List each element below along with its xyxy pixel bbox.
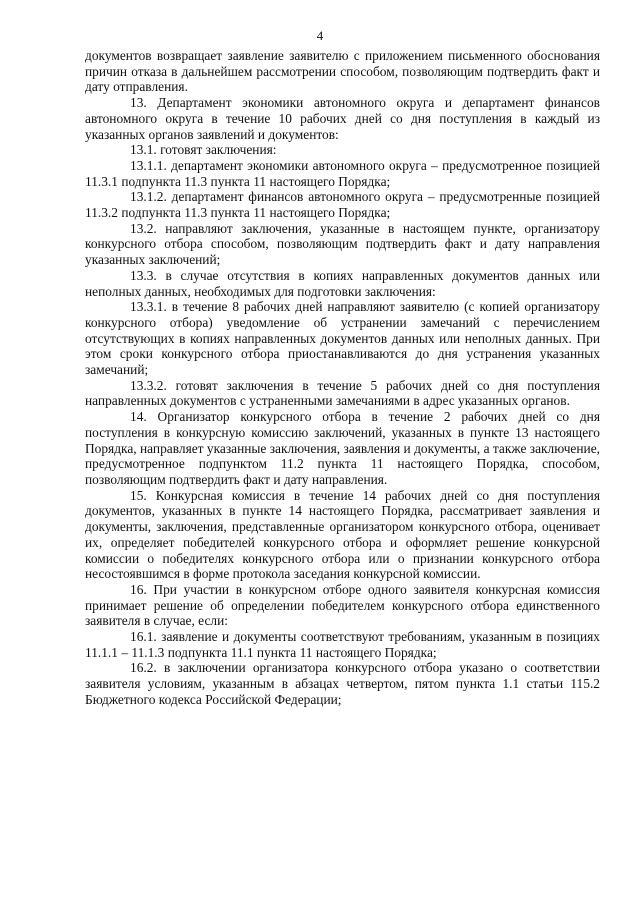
paragraph-13-3: 13.3. в случае отсутствия в копиях направленных документов данных или неполных данных, необходимых для подготовки заключения: [85, 267, 600, 299]
paragraph-16-1: 16.1. заявление и документы соответствуют требованиям, указанным в позициях 11.1.1 – 11.1.3 подпункта 11.1 пункта 11 настоящего Порядка; [85, 629, 600, 660]
page-number: 4 [316, 28, 324, 43]
paragraph-13-1-2: 13.1.2. департамент финансов автономного округа – предусмотренные позицией 11.3.2 подпункта 11.3 пункта 11 настоящего Порядка; [85, 189, 600, 221]
paragraph-continuation: документов возвращает заявление заявителю с приложением письменного обоснования причин отказа в дальнейшем рассмотрении способом, позволяющим подтвердить факт и дату отправления. [85, 48, 600, 95]
paragraph-16: 16. При участии в конкурсном отборе одного заявителя конкурсная комиссия принимает решение об определении победителем конкурсного отбора единственного заявителя в случае, если: [85, 581, 600, 629]
paragraph-13-3-1: 13.3.1. в течение 8 рабочих дней направляют заявителю (с копией организатору конкурсного отбора) уведомление об устранении замечаний с перечислением отсутствующих в копиях направленных документов данных или неполных данных. При этом сроки конкурсного отбора приостанавливаются до дня устранения указанных замечаний; [85, 299, 600, 378]
paragraph-13-3-2: 13.3.2. готовят заключения в течение 5 рабочих дней со дня поступления направленных документов с устраненными замечаниями в адрес указанных органов. [85, 377, 600, 409]
paragraph-14: 14. Организатор конкурсного отбора в течение 2 рабочих дней со дня поступления в конкурсную комиссию заключений, указанных в пункте 13 настоящего Порядка, направляет указанные заключения, заявления и документы, а также заключение, предусмотренное подпунктом 11.2 пункта 11 настоящего Порядка, способом, позволяющим подтвердить факт и дату направления. [85, 409, 600, 487]
paragraph-13-1-1: 13.1.1. департамент экономики автономного округа – предусмотренное позицией 11.3.1 подпункта 11.3 пункта 11 настоящего Порядка; [85, 157, 600, 189]
paragraph-16-2: 16.2. в заключении организатора конкурсного отбора указано о соответствии заявителя условиям, указанным в абзацах четвертом, пятом пункта 1.1 статьи 115.2 Бюджетного кодекса Российской Федерации; [85, 660, 600, 707]
paragraph-13: 13. Департамент экономики автономного округа и департамент финансов автономного округа в течение 10 рабочих дней со дня поступления в каждый из указанных органов заявлений и документов: [85, 95, 600, 142]
paragraph-13-2: 13.2. направляют заключения, указанные в настоящем пункте, организатору конкурсного отбора способом, позволяющим подтвердить факт и дату направления указанных заключений; [85, 220, 600, 268]
paragraph-13-1: 13.1. готовят заключения: [130, 142, 277, 158]
document-body [85, 48, 600, 708]
paragraph-15: 15. Конкурсная комиссия в течение 14 рабочих дней со дня поступления документов, указанных в пункте 14 настоящего Порядка, рассматривает заявления и документы, заключения, представленные организатором конкурсного отбора, оценивает их, определяет победителей конкурсного отбора и оформляет решение конкурсной комиссии о победителях конкурсного отбора или о признании конкурсного отбора несостоявшимся в форме протокола заседания конкурсной комиссии. [85, 487, 600, 582]
